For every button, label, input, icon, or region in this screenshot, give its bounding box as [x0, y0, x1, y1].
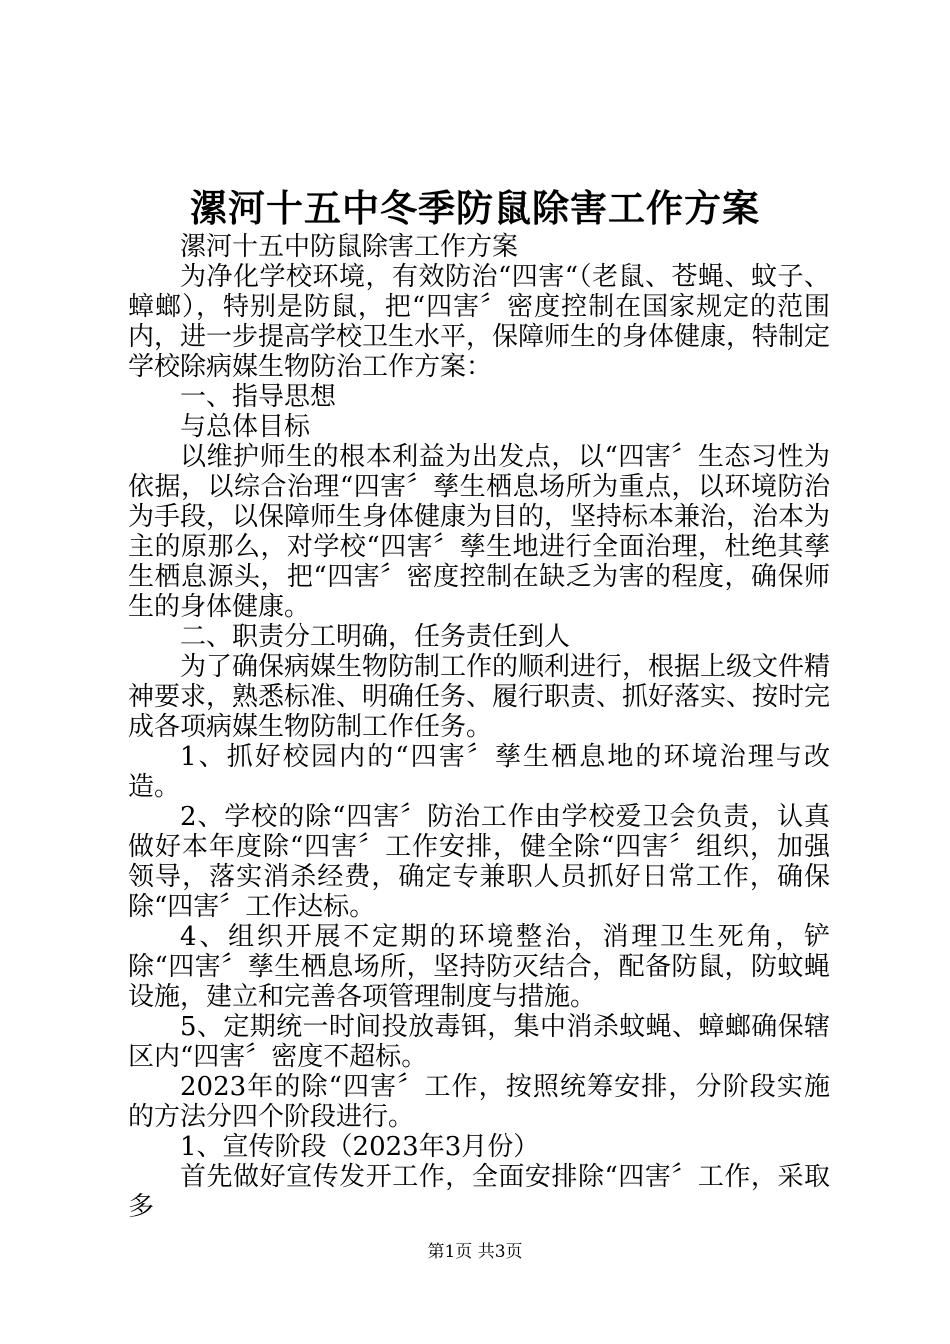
paragraph: 以维护师生的根本利益为出发点，以“四害〞生态习性为依据，以综合治理“四害〞孳生栖息场所为重点，以环境防治为手段，以保障师生身体健康为目的，坚持标本兼治，治本为主的原那么，对学校“四害〞孳生地进行全面治理，杜绝其孳生栖息源头，把“四害〞密度控制在缺乏为害的程度，确保师生的身体健康。: [128, 442, 831, 622]
document-title: 漯河十五中冬季防鼠除害工作方案: [190, 186, 760, 230]
list-item: 2、学校的除“四害〞防治工作由学校爱卫会负责，认真做好本年度除“四害〞工作安排，健全除“四害〞组织，加强领导，落实消杀经费，确定专兼职人员抓好日常工作，确保除“四害〞工作达标。: [128, 802, 830, 922]
list-item: 1、抓好校园内的“四害〞孳生栖息地的环境治理与改造。: [128, 742, 830, 802]
section-heading: 一、指导思想: [180, 382, 337, 412]
list-item: 4、组织开展不定期的环境整治，消理卫生死角，铲除“四害〞孳生栖息场所，坚持防灭结合，配备防鼠，防蚊蝇设施，建立和完善各项管理制度与措施。: [128, 922, 830, 1012]
list-item: 5、定期统一时间投放毒铒，集中消杀蚊蝇、蟑螂确保辖区内“四害〞密度不超标。: [128, 1012, 830, 1072]
paragraph: 与总体目标: [180, 412, 311, 442]
paragraph: 2023年的除“四害〞工作，按照统筹安排，分阶段实施的方法分四个阶段进行。: [128, 1072, 830, 1132]
list-item: 1、宣传阶段（2023年3月份）: [180, 1132, 540, 1162]
paragraph: 为净化学校环境，有效防治“四害“（老鼠、苍蝇、蚊子、蟑螂），特别是防鼠，把“四害〞密度控制在国家规定的范围内，进一步提高学校卫生水平，保障师生的身体健康，特制定学校除病媒生物防治工作方案：: [128, 262, 831, 382]
paragraph: 首先做好宣传发开工作，全面安排除“四害〞工作，采取多: [128, 1162, 830, 1222]
section-heading: 二、职责分工明确，任务责任到人: [180, 622, 571, 652]
document-body: [128, 232, 830, 1222]
paragraph: 漯河十五中防鼠除害工作方案: [180, 232, 519, 262]
paragraph: 为了确保病媒生物防制工作的顺利进行，根据上级文件精神要求，熟悉标准、明确任务、履行职责、抓好落实、按时完成各项病媒生物防制工作任务。: [128, 652, 831, 742]
page-footer: 第1页 共3页: [427, 1242, 523, 1262]
